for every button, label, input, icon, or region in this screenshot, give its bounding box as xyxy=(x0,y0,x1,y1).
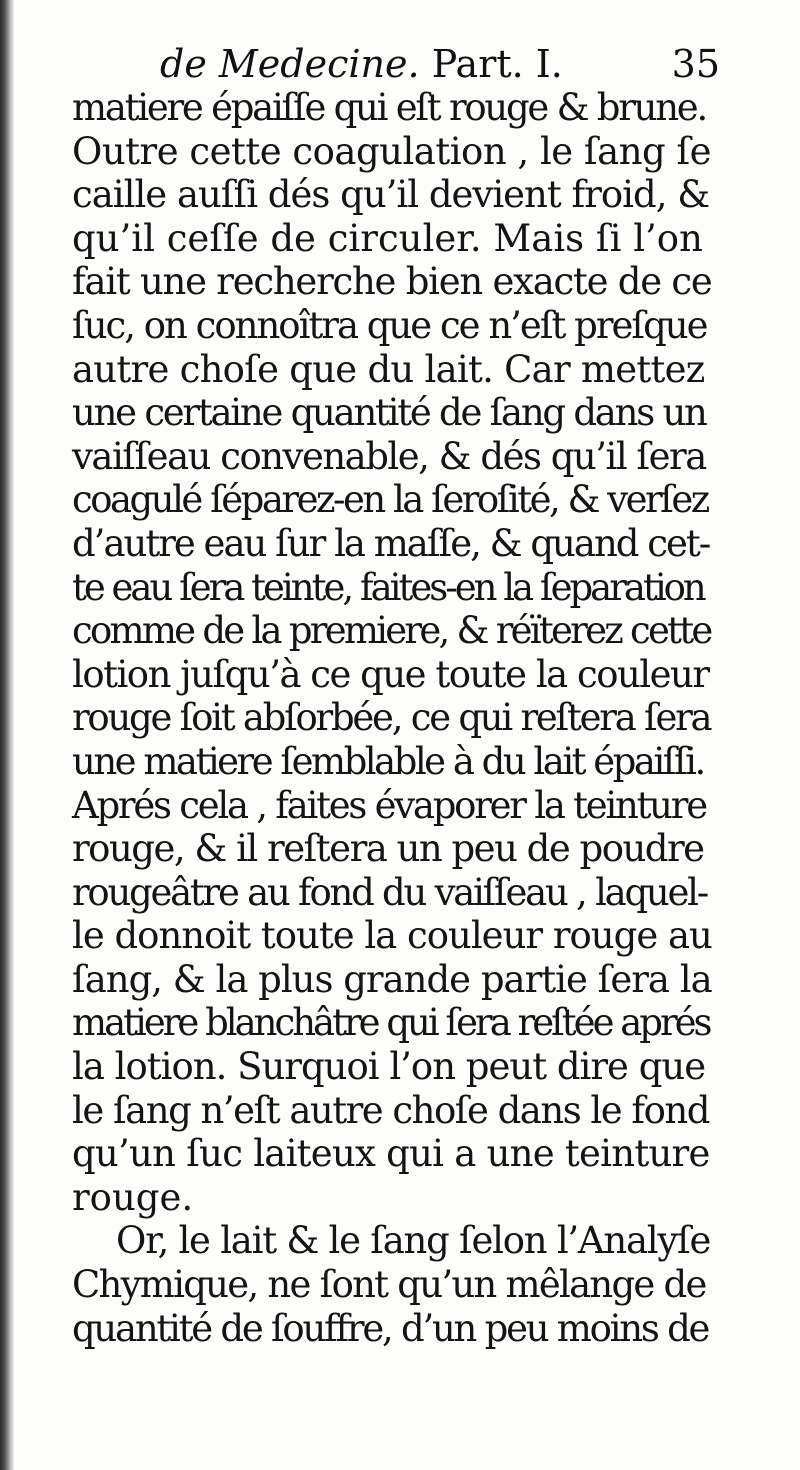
running-head xyxy=(160,42,563,86)
text-line: matiere épaiſſe qui eſt rouge & brune. xyxy=(72,86,706,129)
text-line: la lotion. Surquoi l’on peut dire que xyxy=(72,1045,706,1089)
page-number: 35 xyxy=(671,42,720,86)
text-line: fait une recherche bien exacte de ce xyxy=(72,260,712,304)
text-line: coagulé ſéparez-en la ſeroſité, & verſez xyxy=(72,478,708,522)
text-line: une certaine quantité de ſang dans un xyxy=(72,391,706,435)
part-label: Part. I. xyxy=(431,42,563,86)
paragraph-start-line: Or, le lait & le ſang ſelon l’Analyſe xyxy=(116,1219,711,1263)
text-line: matiere blanchâtre qui ſera reſtée aprés xyxy=(72,1001,710,1045)
text-line: rougeâtre au fond du vaiſſeau , laquel- xyxy=(72,870,707,914)
text-line: rouge ſoit abſorbée, ce qui reſtera ſera xyxy=(72,696,711,740)
text-line: Outre cette coagulation , le ſang ſe xyxy=(72,129,712,173)
text-line: le donnoit toute la couleur rouge au xyxy=(72,914,712,958)
text-line: le ſang n’eſt autre choſe dans le fond xyxy=(72,1088,709,1132)
text-line: ſuc, on connoîtra que ce n’eſt preſque xyxy=(72,303,707,347)
text-line: qu’un ſuc laiteux qui a une teinture xyxy=(72,1132,710,1176)
text-line: d’autre eau ſur la maſſe, & quand cet- xyxy=(72,521,710,565)
text-line: qu’il ceſſe de circuler. Mais ſi l’on xyxy=(72,216,703,260)
text-line: rouge, & il reſtera un peu de poudre xyxy=(72,827,704,871)
body-text xyxy=(72,86,712,1350)
text-line: lotion juſqu’à ce que toute la couleur xyxy=(72,652,709,696)
text-line: vaiſſeau convenable, & dés qu’il ſera xyxy=(72,434,706,478)
text-line: comme de la premiere, & réïterez cette xyxy=(72,609,711,653)
text-line: Chymique, ne ſont qu’un mêlange de xyxy=(72,1263,706,1307)
running-title: de Medecine. xyxy=(160,42,420,86)
text-line: te eau ſera teinte, faites-en la ſeparation xyxy=(72,565,704,609)
text-line: une matiere ſemblable à du lait épaiſſi. xyxy=(72,739,704,783)
binding-shadow xyxy=(0,0,14,1470)
text-line: caille auſſi dés qu’il devient froid, & xyxy=(72,173,710,217)
text-line: rouge. xyxy=(72,1175,194,1219)
text-line: ſang, & la plus grande partie ſera la xyxy=(72,957,712,1001)
text-line: autre choſe que du lait. Car mettez xyxy=(72,347,705,391)
text-line: quantité de ſouffre, d’un peu moins de xyxy=(72,1306,709,1350)
text-line: Aprés cela , faites évaporer la teinture xyxy=(72,783,706,827)
